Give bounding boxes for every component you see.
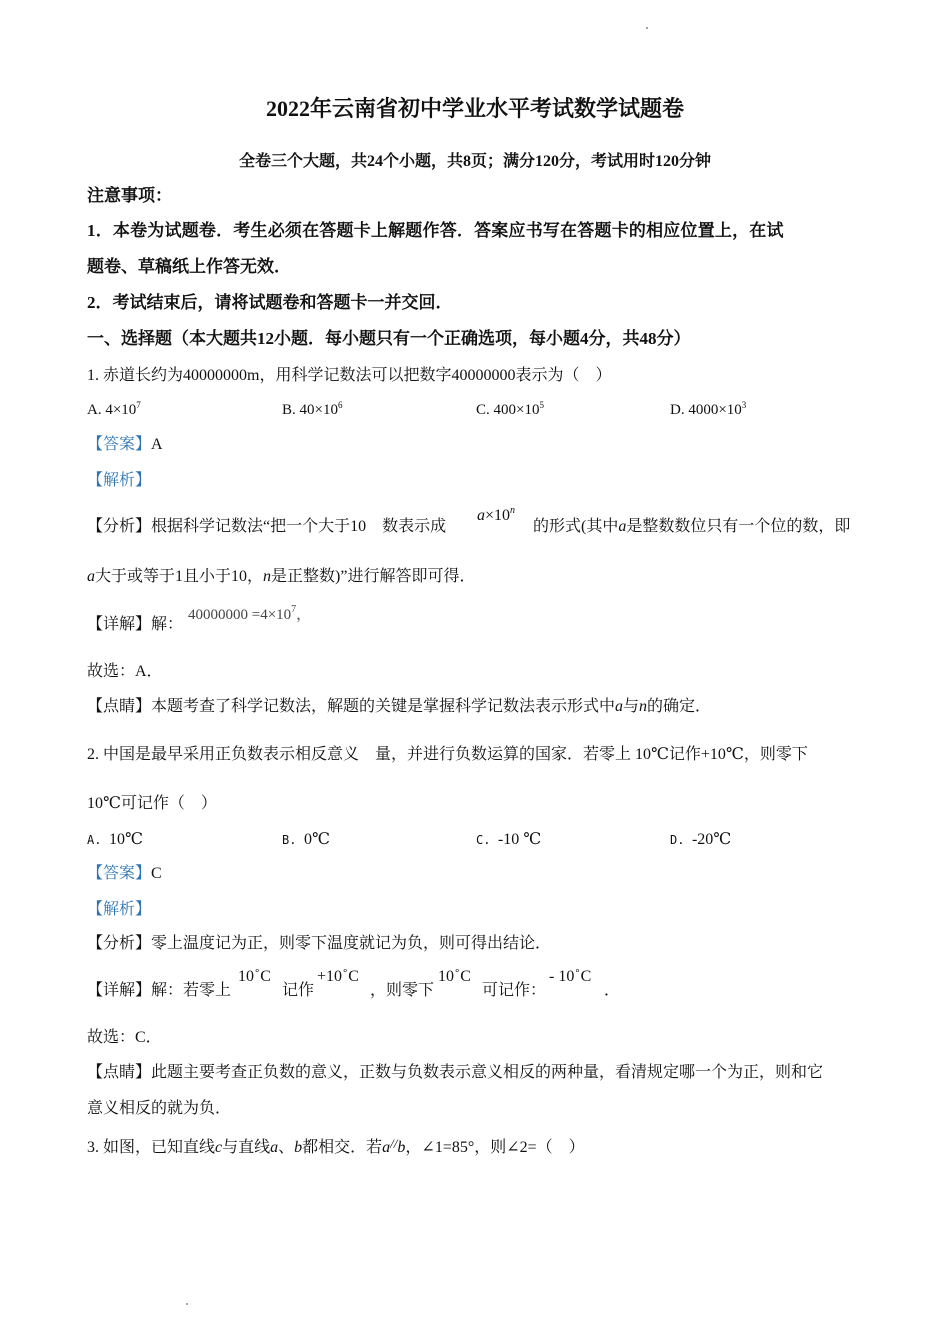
top-dot-mark	[646, 27, 648, 29]
q1-option-b: B. $40\times 10^6$	[282, 400, 343, 418]
q2-formula-3: 10∘C	[438, 966, 471, 985]
q2-option-b: B. 0℃	[282, 831, 330, 848]
q2-stem-line2: 10℃可记作（ ）	[87, 795, 217, 812]
q2-analysis-tag: 【解析】	[87, 901, 152, 918]
q2-stem-line1: 2. 中国是最早采用正负数表示相反意义 量，并进行负数运算的国家．若零上 10℃记作+10℃，则零下	[87, 746, 808, 763]
q1-fenxi-line2: a大于或等于1且小于10，n是正整数)”进行解答即可得．	[87, 568, 476, 585]
q2-option-d: D. -20℃	[670, 831, 732, 848]
section-heading: 一、选择题（本大题共12小题．每小题只有一个正确选项，每小题4分，共48分）	[87, 329, 691, 348]
q1-option-c: C. $400\times 10^5$	[476, 400, 544, 418]
page-title: 2022年云南省初中学业水平考试数学试题卷	[265, 96, 684, 121]
q2-lingxia: ，则零下	[370, 982, 435, 999]
q1-dianjing: 【点睛】本题考查了科学记数法，解题的关键是掌握科学记数法表示形式中a与n的确定．	[87, 698, 712, 715]
q1-stem: 1. 赤道长约为40000000m，用科学记数法可以把数字40000000表示为（ ）	[87, 367, 612, 384]
notice-item-1: 1．本卷为试题卷．考生必须在答题卡上解题作答．答案应书写在答题卡的相应位置上，在试	[87, 221, 784, 240]
q2-detail: 【详解】解：若零上	[87, 982, 232, 999]
notice-heading: 注意事项：	[87, 186, 172, 205]
bottom-dot-mark	[186, 1303, 188, 1305]
q1-analysis-tag: 【解析】	[87, 472, 152, 489]
q2-formula-2: +10∘C	[317, 966, 359, 985]
q2-kejizuo: 可记作：	[482, 982, 547, 999]
q1-option-d: D. $4000\times 10^3$	[670, 400, 747, 418]
q2-dianjing-line2: 意义相反的就为负．	[87, 1100, 232, 1117]
q1-answer: 【答案】A	[87, 436, 163, 453]
notice-item-1-cont: 题卷、草稿纸上作答无效．	[87, 257, 291, 276]
q1-detail: 【详解】解：	[87, 616, 184, 633]
q1-choose: 故选：A．	[87, 663, 163, 680]
q1-formula: $a\times 10^n$	[477, 505, 516, 524]
q1-fenxi-line1: 【分析】根据科学记数法“把一个大于10 数表示成	[87, 518, 447, 535]
notice-item-2: 2．考试结束后，请将试题卷和答题卡一并交回．	[87, 293, 453, 312]
q3-stem: 3. 如图，已知直线c与直线a、b都相交．若a//b，∠1=85°，则∠2=（ ）	[87, 1136, 585, 1156]
q2-detail-end: ．	[604, 982, 621, 999]
q2-choose: 故选：C．	[87, 1029, 162, 1046]
q1-option-a: A. $4\times 10^7$	[87, 400, 141, 418]
q2-option-c: C. -10 ℃	[476, 831, 542, 848]
q2-jizuo: 记作	[282, 982, 315, 999]
q2-fenxi: 【分析】零上温度记为正，则零下温度就记为负，则可得出结论．	[87, 935, 552, 952]
q2-formula-1: 10∘C	[238, 966, 271, 985]
q2-answer: 【答案】C	[87, 865, 162, 882]
exam-subtitle: 全卷三个大题，共24个小题，共8页；满分120分，考试用时120分钟	[238, 153, 711, 170]
q2-formula-4: - 10∘C	[549, 966, 592, 985]
q2-option-a: A. 10℃	[87, 831, 143, 848]
q1-detail-formula: $40000000 =4\times 10^7$，	[188, 604, 312, 623]
q2-dianjing-line1: 【点睛】此题主要考查正负数的意义，正数与负数表示意义相反的两种量，看清规定哪一个为正，则和它	[87, 1064, 824, 1081]
q1-fenxi-line1-end: 的形式(其中a是整数数位只有一个位的数，即	[533, 518, 851, 535]
